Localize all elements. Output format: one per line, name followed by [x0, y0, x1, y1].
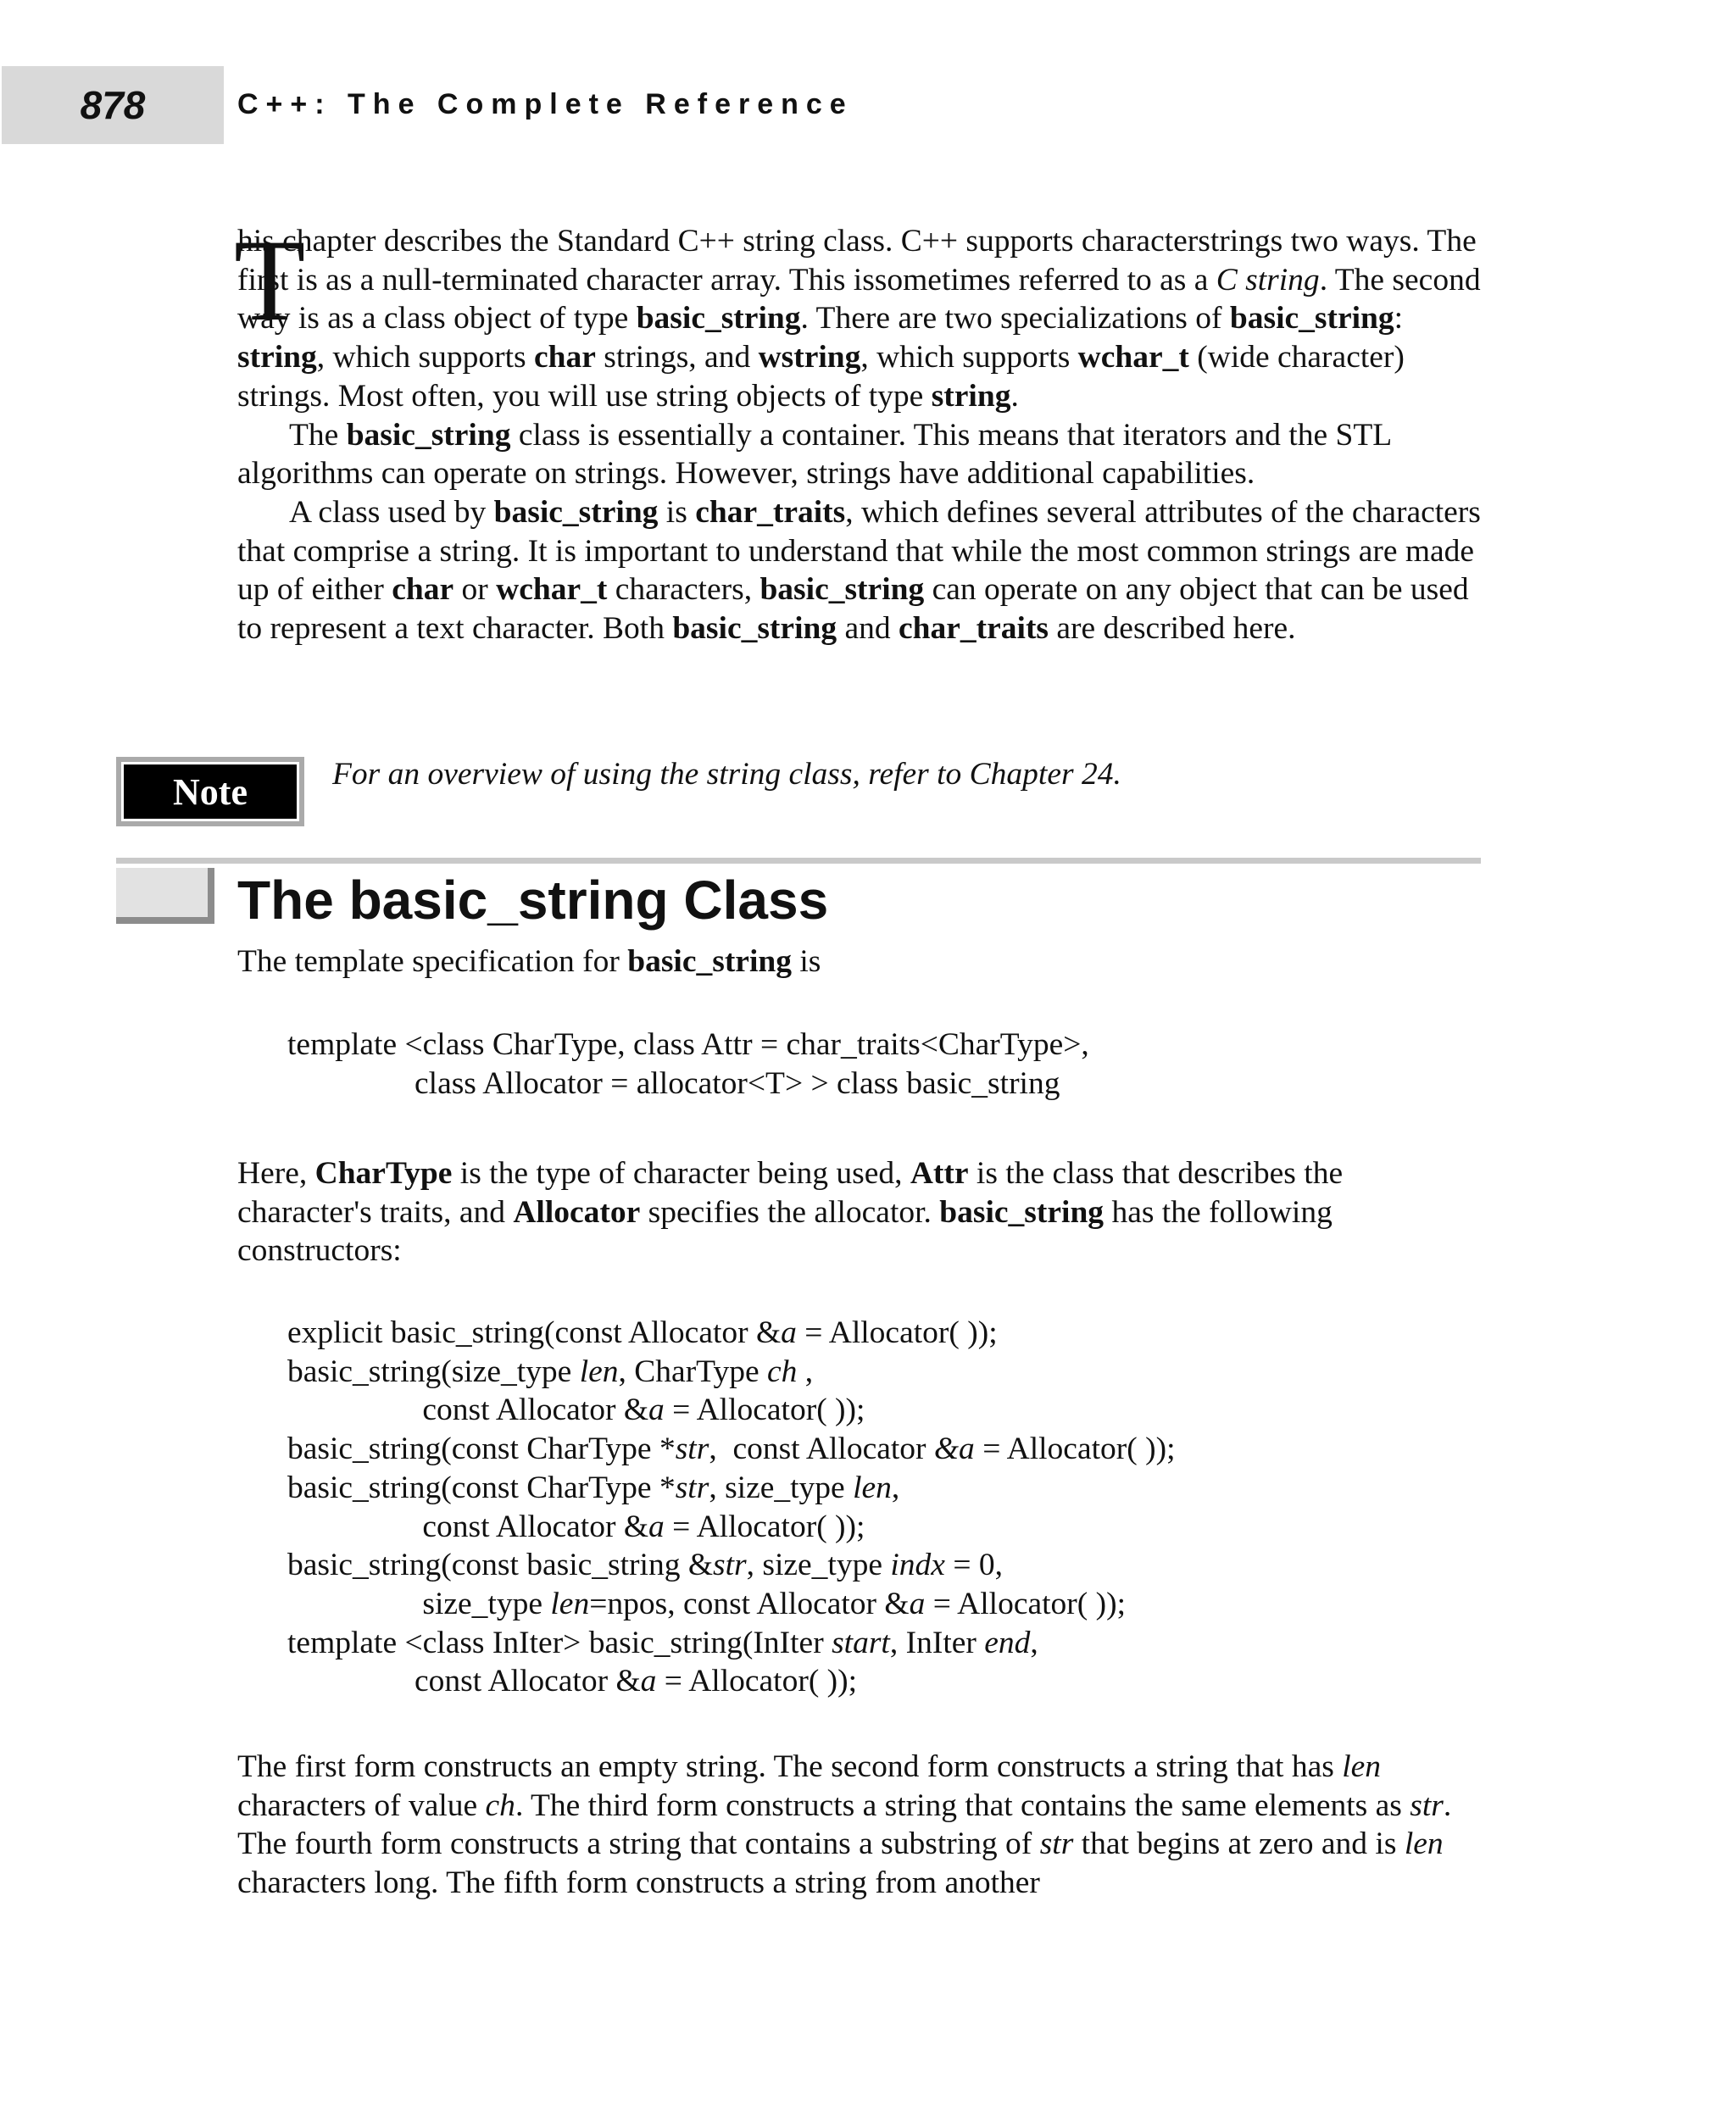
- code-line: const Allocator &a = Allocator( ));: [287, 1664, 858, 1699]
- bold-term: Attr: [910, 1156, 969, 1191]
- italic-term: str: [675, 1432, 709, 1467]
- intro-paragraph-3: A class used by basic_string is char_traits, which defines several attributes of the characters that comprise a string. It is important to understand that while the most common strings are made up of either char or wchar_t characters, basic_string can operate on any object that can be used to represent a text character. Both basic_string and char_traits are described here.: [237, 494, 1481, 647]
- code-line: template <class InIter> basic_string(InIter start, InIter end,: [287, 1625, 1038, 1660]
- bold-term: Allocator: [513, 1194, 641, 1230]
- italic-term: str: [1039, 1826, 1074, 1862]
- bold-term: char: [392, 572, 454, 608]
- italic-term: a: [781, 1315, 797, 1350]
- bold-term: basic_string: [1229, 301, 1394, 336]
- intro-paragraph-2: The basic_string class is essentially a container. This means that iterators and the STL algorithms can operate on strings. However, strings have additional capabilities.: [237, 417, 1391, 492]
- section-title: The basic_string Class: [237, 870, 829, 931]
- note-badge-inner: [121, 762, 299, 821]
- bold-term: basic_string: [627, 944, 792, 979]
- section-lead: The template specification for basic_string is: [237, 944, 821, 979]
- here-paragraph: Here, CharType is the type of character being used, Attr is the class that describes the character's traits, and Allocator specifies the allocator. basic_string has the following constructors:: [237, 1156, 1344, 1269]
- italic-term: start: [832, 1625, 890, 1660]
- bold-term: string: [931, 378, 1011, 414]
- code-line: basic_string(const basic_string &str, size_type indx = 0,: [287, 1548, 1003, 1583]
- note-badge: [116, 757, 304, 826]
- page-number: 878: [80, 83, 146, 127]
- template-code-block: [287, 1026, 1089, 1103]
- constructor-code-block: [287, 1314, 1176, 1701]
- section-divider: [116, 858, 1481, 864]
- italic-term: ch: [766, 1354, 798, 1389]
- code-line: class Allocator = allocator<T> > class basic_string: [287, 1065, 1060, 1101]
- section-marker: [116, 868, 214, 924]
- bold-term: char_traits: [695, 494, 846, 530]
- italic-term: str: [713, 1548, 747, 1583]
- code-line: basic_string(const CharType *str, size_type len,: [287, 1470, 900, 1505]
- intro-text: [237, 222, 1483, 648]
- bold-term: char: [534, 340, 596, 375]
- running-title: C++: The Complete Reference: [237, 88, 854, 120]
- code-line: template <class CharType, class Attr = char_traits<CharType>,: [287, 1027, 1089, 1062]
- italic-term: end: [984, 1625, 1031, 1660]
- note-label: Note: [173, 770, 248, 813]
- italic-term: str: [675, 1470, 709, 1505]
- italic-term: a: [640, 1664, 657, 1699]
- italic-term: len: [579, 1354, 619, 1389]
- code-line: explicit basic_string(const Allocator &a = Allocator( ));: [287, 1315, 998, 1350]
- code-line: const Allocator &a = Allocator( ));: [287, 1393, 865, 1428]
- page-number-tab: [2, 66, 224, 144]
- italic-term: C string: [1216, 262, 1320, 297]
- bold-term: wchar_t: [1077, 340, 1189, 375]
- bold-term: string: [237, 340, 317, 375]
- bold-term: char_traits: [899, 611, 1049, 647]
- bold-term: wstring: [758, 340, 861, 375]
- bold-term: basic_string: [636, 301, 801, 336]
- code-line: const Allocator &a = Allocator( ));: [287, 1509, 865, 1544]
- italic-term: len: [1404, 1826, 1444, 1862]
- bold-term: basic_string: [493, 494, 659, 530]
- code-line: size_type len=npos, const Allocator &a = Allocator( ));: [287, 1586, 1127, 1621]
- drop-cap: T: [234, 215, 306, 345]
- bold-term: basic_string: [672, 611, 837, 647]
- bold-term: basic_string: [760, 572, 925, 608]
- code-line: basic_string(const CharType *str, const Allocator &a = Allocator( ));: [287, 1432, 1176, 1467]
- italic-term: a: [909, 1586, 926, 1621]
- bold-term: wchar_t: [496, 572, 608, 608]
- note-text: For an overview of using the string class, refer to Chapter 24.: [332, 757, 1121, 792]
- italic-term: len: [550, 1586, 590, 1621]
- italic-term: ch: [485, 1787, 515, 1823]
- italic-term: a: [648, 1509, 665, 1544]
- italic-term: a: [648, 1393, 665, 1428]
- italic-term: len: [853, 1470, 892, 1505]
- italic-term: str: [1410, 1787, 1444, 1823]
- italic-term: &a: [933, 1432, 975, 1467]
- bold-term: basic_string: [939, 1194, 1104, 1230]
- italic-term: indx: [890, 1548, 945, 1583]
- italic-term: len: [1342, 1749, 1382, 1784]
- bold-term: CharType: [314, 1156, 453, 1191]
- intro-paragraph-1: his chapter describes the Standard C++ string class. C++ supports characterstrings two ways. The first is as a null-terminated character array. This issometimes referred to as a C string. The second way is as a class object of type basic_string. There are two specializations of basic_string: string, which supports char strings, and wstring, which supports wchar_t (wide character) strings. Most often, you will use string objects of type string.: [237, 224, 1481, 414]
- code-line: basic_string(size_type len, CharType ch ,: [287, 1354, 814, 1389]
- constructor-explanation: The first form constructs an empty string. The second form constructs a string that has len characters of value ch. The third form constructs a string that contains the same elements as str. The fourth form constructs a string that contains a substring of str that begins at zero and is len characters long. The fifth form constructs a string from another: [237, 1749, 1452, 1901]
- bold-term: basic_string: [346, 417, 511, 453]
